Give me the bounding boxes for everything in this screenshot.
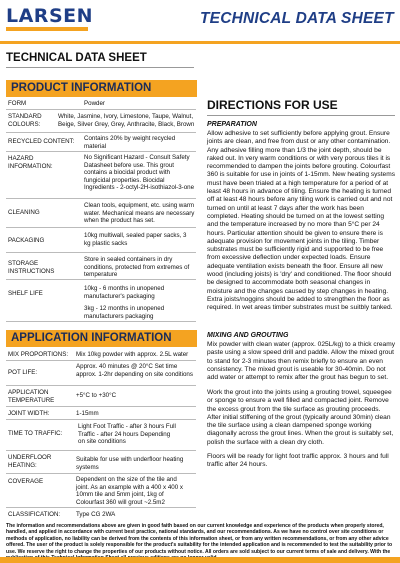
- row-label: RECYCLED CONTENT:: [8, 138, 75, 145]
- table-row: [6, 199, 196, 228]
- row-label: APPLICATION TEMPERATURE: [8, 389, 55, 404]
- row-value: Powder: [84, 100, 105, 107]
- row-value: Type CG 2WA: [76, 511, 116, 518]
- row-value: White, Jasmine, Ivory, Limestone, Taupe, Walnut, Beige, Silver Grey, Grey, Anthracite, Black, Brown: [58, 113, 195, 128]
- row-value: 10kg - 6 months in unopened manufacturer's packaging: [84, 285, 165, 300]
- row-label: STORAGE INSTRUCTIONS: [8, 260, 55, 275]
- table-row: [6, 474, 196, 508]
- larsen-logo: [6, 5, 94, 32]
- row-label: HAZARD INFORMATION:: [8, 155, 53, 170]
- row-label: JOINT WIDTH:: [8, 410, 50, 417]
- row-label: SHELF LIFE: [8, 290, 43, 297]
- row-value: 3kg - 12 months in unopened manufacturers packaging: [84, 305, 165, 320]
- table-row: [6, 361, 196, 386]
- preparation-text: Allow adhesive to set sufficiently before applying grout. Ensure joints are clean, and free from dust or any other contamination. Any adhesive filling more than 1/3 the joint depth, should be raked out. In very warm conditions or with very porous tiles it is recommended to dampen the joints before grouting. Colourfast 360 is suitable for use in joints of 1-15mm. New heating systems must have been trialed at a high temperature for a period of at least 48 hours in advance of tiling. Ensure the heating is turned off at least 48 hours before any tiling work is carried out and not turned on until at least 7 days after the work has been completed. Heating should be turned on at the lowest setting and the temperature increased by no more than 5°C per 24 hours. Particular attention should be given to ensure there is adequate provision for movement joints in the tiling. Timber substrates must be sufficiently rigid and supported to be free from excessive deflection under expected loads. Ensure adequate ventilation exists beneath the floor. Ensure all new wood (including joists) is 'dry' and conditioned. The floor should be designed to accommodate both seasonal changes in moisture and the changes caused by step changes in heating. Extra joists/noggins should be added to strengthen the floor as required. In wet areas timber substrates must be suitbly tanked.: [207, 130, 396, 312]
- application-information-heading: APPLICATION INFORMATION: [6, 330, 197, 347]
- left-title-divider: [6, 67, 194, 68]
- table-row: [6, 253, 196, 280]
- row-value: Approx. 40 minutes @ 20°C Set time approx. 1-2hr depending on site conditions: [76, 363, 193, 378]
- row-value: Clean tools, equipment, etc. using warm water. Mechanical means are necessary when the product has set.: [84, 202, 195, 225]
- row-value: Store in sealed containers in dry conditions, protected from extremes of temperature: [84, 256, 190, 279]
- brand-name: LARSEN: [6, 5, 94, 27]
- row-label: FORM: [8, 100, 27, 107]
- mixing-heading: MIXING AND GROUTING: [207, 332, 289, 339]
- row-value: 1-15mm: [76, 410, 99, 417]
- table-row: [6, 133, 196, 152]
- row-label: CLEANING: [8, 209, 40, 216]
- row-label: UNDERFLOOR HEATING:: [8, 454, 52, 469]
- row-value: Dependent on the size of the tile and joint. As an example with a 400 x 400 x 10mm tile and 5mm joint, 1kg of Colourfast 360 will grout ~2.5m2: [76, 476, 183, 506]
- mixing-text-3: Floors will be ready for light foot traffic approx. 3 hours and full traffic after 24 hours.: [207, 453, 389, 469]
- row-value: +5°C to +30°C: [76, 392, 117, 399]
- mixing-text-1: Mix powder with clean water (approx. 025L/kg) to a thick creamy paste using a slow speed drill and paddle. Allow the mixed grout to stand for 2-3 minutes then remix briefly to ensure an even consistency. The mixed grout is useable for 30-40min. Do not add water or attempt to remix after the grout has begun to set.: [207, 341, 396, 382]
- table-row: [6, 386, 196, 407]
- row-label: STANDARD COLOURS:: [8, 113, 42, 128]
- table-row: [6, 283, 196, 303]
- mixing-text-2: Work the grout into the joints using a grouting trowel, squeegee or sponge to ensure a well filled and compacted joint. Remove the excess grout from the tile surface as grouting proceeds. After initial stiffening of the grout (typically around 30min) clean the tile surface using a clean dampened sponge working diagonally across the grout lines. When the grout is suitably set, polish the surface with a clean dry cloth.: [207, 389, 394, 446]
- row-value: Light Foot Traffic - after 3 hours Full Traffic - after 24 hours Depending on site conditions: [78, 423, 176, 446]
- disclaimer-text: The information and recommendations above are given in good faith based on our current knowledge and experience of the products when properly stored, handled, and applied in accordance with current best practice, national standards, and our recommendations. As we have no control over site conditions or methods of application, no liability can be derived from the contents of this information sheet, or from any written recommendations, or from any other advice offered. The user of the product is solely responsible for the product's suitability for the intended application and is recommended to test the suitability prior to use. We reserve the right to change the properties of our products without notice. All orders are sold subject to our current terms of sale and delivery. With the: [6, 523, 393, 555]
- header-divider: [0, 41, 400, 44]
- preparation-heading: PREPARATION: [207, 121, 257, 128]
- row-value: Suitable for use with underfloor heating systems: [76, 456, 184, 471]
- table-row: [6, 303, 196, 322]
- table-row: [6, 451, 196, 474]
- table-row: [6, 152, 196, 199]
- logo-underline: [6, 27, 88, 31]
- directions-title: DIRECTIONS FOR USE: [207, 98, 338, 112]
- row-label: CLASSIFICATION:: [8, 511, 61, 518]
- table-row: [6, 110, 196, 133]
- row-label: PACKAGING: [8, 237, 45, 244]
- table-row: [6, 350, 196, 361]
- row-label: POT LIFE:: [8, 369, 38, 376]
- row-value: 10kg multiwall, sealed paper sacks, 3 kg plastic sacks: [84, 232, 187, 247]
- row-value: Mix 10kg powder with approx. 2.5L water: [76, 351, 189, 358]
- product-information-heading: PRODUCT INFORMATION: [6, 80, 197, 97]
- table-row: [6, 228, 196, 253]
- table-row: [6, 407, 196, 420]
- row-label: MIX PROPORTIONS:: [8, 351, 69, 358]
- document-title: TECHNICAL DATA SHEET: [200, 10, 394, 27]
- table-row: [6, 99, 196, 110]
- row-label: COVERAGE: [8, 478, 44, 485]
- row-label: TIME TO TRAFFIC:: [8, 430, 63, 437]
- page-header: [0, 0, 400, 42]
- table-row: [6, 510, 196, 520]
- footer-bar: [0, 557, 400, 563]
- table-row: [6, 420, 196, 451]
- row-value: No Significant Hazard - Consult Safety Datasheet before use. This grout contains a biocidal product with fungicidal properties. Biocidal Ingredients - 2-octyl-2H-isothiazol-3-one: [84, 154, 195, 192]
- directions-divider: [207, 115, 395, 116]
- left-title: TECHNICAL DATA SHEET: [6, 52, 147, 64]
- row-value: Contains 20% by weight recycled material: [84, 135, 176, 150]
